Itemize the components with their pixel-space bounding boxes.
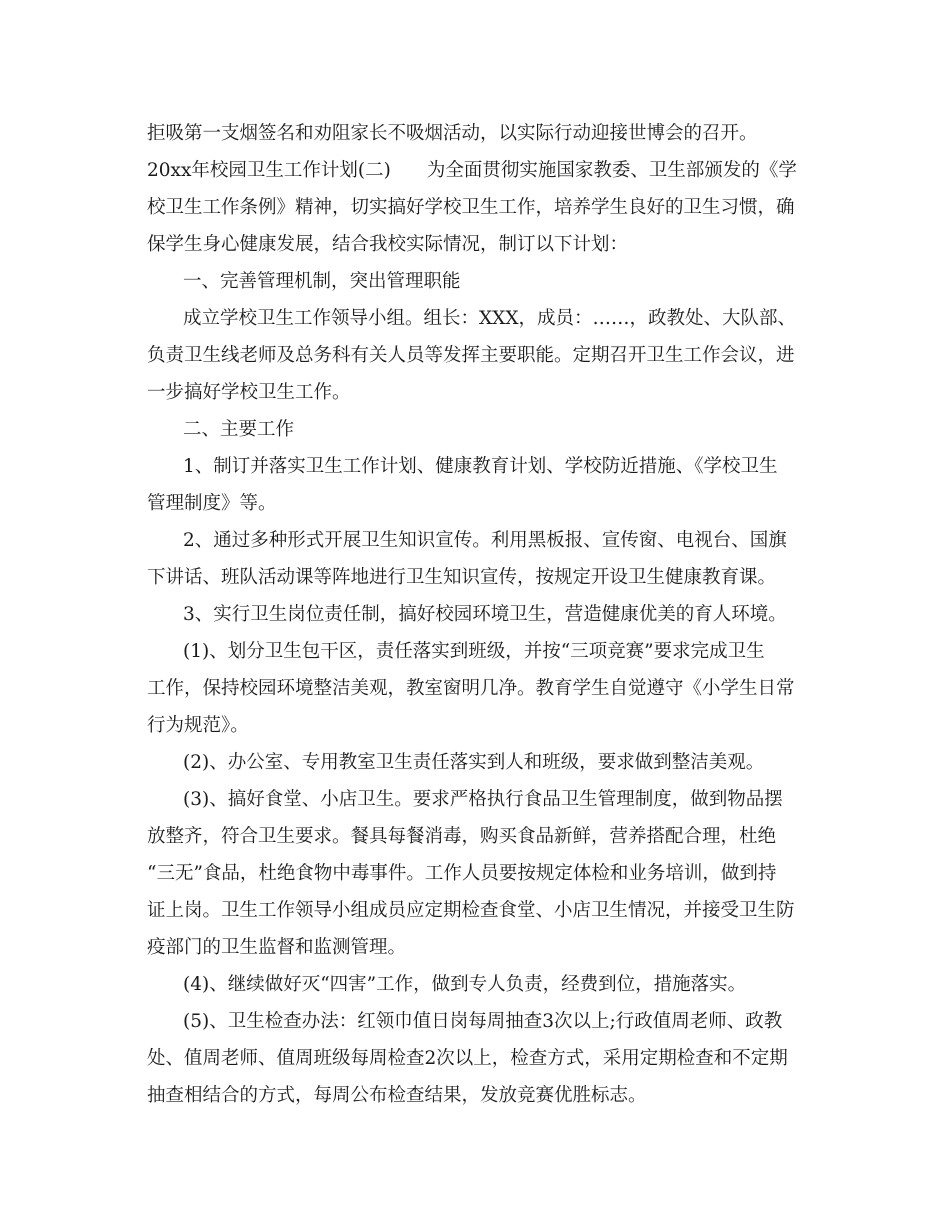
paragraph-line: 成立学校卫生工作领导小组。组长：XXX，成员：……，政教处、大队部、 xyxy=(183,308,797,329)
paragraph-line: 2、通过多种形式开展卫生知识宣传。利用黑板报、宣传窗、电视台、国旗 xyxy=(183,530,787,551)
paragraph-line: 3、实行卫生岗位责任制，搞好校园环境卫生，营造健康优美的育人环境。 xyxy=(183,604,787,625)
paragraph-line: 一步搞好学校卫生工作。 xyxy=(147,382,351,403)
paragraph-line: “三无”食品，杜绝食物中毒事件。工作人员要按规定体检和业务培训，做到持 xyxy=(147,863,777,884)
paragraph-line: (2)、办公室、专用教室卫生责任落实到人和班级，要求做到整洁美观。 xyxy=(183,752,765,773)
paragraph-line: 下讲话、班队活动课等阵地进行卫生知识宣传，按规定开设卫生健康教育课。 xyxy=(147,567,777,588)
paragraph-line: 处、值周老师、值周班级每周检查2次以上，检查方式，采用定期检查和不定期 xyxy=(147,1048,788,1069)
paragraph-line: 行为规范》。 xyxy=(147,715,249,736)
paragraph-line: 抽查相结合的方式，每周公布检查结果，发放竞赛优胜标志。 xyxy=(147,1085,647,1106)
section-heading: 一、完善管理机制，突出管理职能 xyxy=(183,271,461,292)
title-line xyxy=(147,159,797,183)
section-heading: 二、主要工作 xyxy=(183,419,295,440)
paragraph-line: 1、制订并落实卫生工作计划、健康教育计划、学校防近措施、《学校卫生 xyxy=(183,456,778,477)
paragraph-line: 管理制度》等。 xyxy=(147,493,277,514)
paragraph-line: 放整齐，符合卫生要求。餐具每餐消毒，购买食品新鲜，营养搭配合理，杜绝 xyxy=(147,826,777,847)
paragraph-line: (4)、继续做好灭“四害”工作，做到专人负责，经费到位，措施落实。 xyxy=(183,974,747,995)
paragraph-line: 校卫生工作条例》精神，切实搞好学校卫生工作，培养学生良好的卫生习惯，确 xyxy=(147,197,795,218)
paragraph-line: (1)、划分卫生包干区，责任落实到班级，并按“三项竞赛”要求完成卫生 xyxy=(183,641,765,662)
paragraph-line: 为全面贯彻实施国家教委、卫生部颁发的《学 xyxy=(426,160,797,181)
paragraph-line: (3)、搞好食堂、小店卫生。要求严格执行食品卫生管理制度，做到物品摆 xyxy=(183,789,783,810)
paragraph-line: 保学生身心健康发展，结合我校实际情况，制订以下计划： xyxy=(147,234,629,255)
paragraph-line: 负责卫生线老师及总务科有关人员等发挥主要职能。定期召开卫生工作会议，进 xyxy=(147,345,795,366)
paragraph-line: 证上岗。卫生工作领导小组成员应定期检查食堂、小店卫生情况，并接受卫生防 xyxy=(147,900,795,921)
paragraph-line: (5)、卫生检查办法：红领巾值日岗每周抽查3次以上;行政值周老师、政教 xyxy=(183,1011,783,1032)
paragraph-line: 拒吸第一支烟签名和劝阻家长不吸烟活动，以实际行动迎接世博会的召开。 xyxy=(147,123,758,144)
plan-title: 20xx年校园卫生工作计划(二) xyxy=(147,160,391,181)
paragraph-line: 工作，保持校园环境整洁美观，教室窗明几净。教育学生自觉遵守《小学生日常 xyxy=(147,678,795,699)
paragraph-line: 疫部门的卫生监督和监测管理。 xyxy=(147,937,407,958)
